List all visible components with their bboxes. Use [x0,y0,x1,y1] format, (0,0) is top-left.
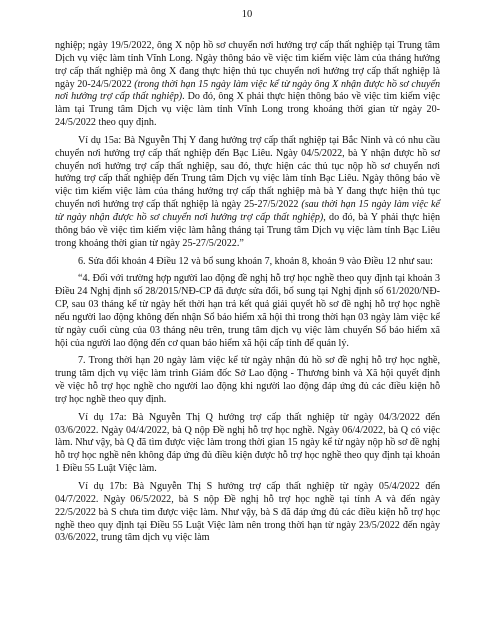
paragraph-p4 [55,273,440,350]
page-number: 10 [241,9,253,20]
body-text: . Do đó, ông X phải thực hiện thông báo về việc tìm kiếm việc làm tại Trung tâm Dịch vụ việc làm tỉnh Vĩnh Long trong khoảng thời gian từ ngày 20-24/5/2022 theo quy định. [55,91,440,129]
body-text: 7. Trong thời hạn 20 ngày làm việc kể từ ngày nhận đủ hồ sơ đề nghị hỗ trợ học nghề, trung tâm dịch vụ việc làm trình Giám đốc Sở Lao động - Thương binh và Xã hội quyết định về việc hỗ trợ học nghề cho người lao động khi người lao động đáp ứng đủ các điều kiện hỗ trợ học nghề theo quy định. [55,355,440,405]
body-text: “4. Đối với trường hợp người lao động đề nghị hỗ trợ học nghề theo quy định tại khoản 3 Điều 24 Nghị định số 28/2015/NĐ-CP đã được sửa đổi, bổ sung tại Nghị định số 61/2020/NĐ-CP, sau 03 tháng kể từ ngày hết thời hạn trả kết quả giải quyết hồ sơ đề nghị hỗ trợ học nghề nếu người lao động không đến nhận Sổ bảo hiểm xã hội thì trong thời hạn 03 ngày làm việc kể từ ngày cuối cùng của 03 tháng nêu trên, trung tâm dịch vụ việc làm chuyển Sổ bảo hiểm xã hội của người lao động đến cơ quan bảo hiểm xã hội cấp tỉnh để quản lý. [55,273,440,349]
paragraph-p6 [55,412,440,476]
paragraph-p7 [55,481,440,545]
paragraph-p5 [55,355,440,406]
italic-text: (sau thời hạn 15 ngày làm việc kể từ ngày nhận được hồ sơ chuyển nơi hưởng trợ cấp thất nghiệp) [55,199,440,223]
body-text: 6. Sửa đổi khoản 4 Điều 12 và bổ sung khoản 7, khoản 8, khoản 9 vào Điều 12 như sau: [78,255,433,267]
italic-text: (trong thời hạn 15 ngày làm việc kể từ ngày ông X nhận được hồ sơ chuyển nơi hưởng trợ cấp thất nghiệp) [55,78,441,103]
document-body [55,40,440,550]
body-text: Ví dụ 17a: Bà Nguyễn Thị Q hưởng trợ cấp thất nghiệp từ ngày 04/3/2022 đến 03/6/2022. Ngày 04/4/2022, bà Q nộp Đề nghị hỗ trợ học nghề. Ngày 06/4/2022, bà Q có việc làm. Như vậy, bà Q đã tìm được việc làm trong thời gian 15 ngày kể từ ngày nộp hồ sơ đề nghị hỗ trợ học nghề nên không đáp ứng đủ điều kiện được hỗ trợ học nghề theo quy định tại khoản 1 Điều 55 Luật Việc làm. [55,411,440,475]
body-text: Ví dụ 17b: Bà Nguyễn Thị S hưởng trợ cấp thất nghiệp từ ngày 05/4/2022 đến 04/7/2022. Ngày 06/5/2022, bà S nộp Đề nghị hỗ trợ học nghề tại tỉnh A và đến ngày 22/5/2022 bà S chưa tìm được việc làm. Như vậy, bà S đã đáp ứng đủ các điều kiện hỗ trợ học nghề theo quy định tại Điều 55 Luật Việc làm nên trong thời hạn từ ngày 23/5/2022 đến ngày 03/6/2022, trung tâm dịch vụ việc làm [55,481,440,544]
body-text: , do đó, bà Y phải thực hiện thông báo về việc tìm kiếm việc làm hằng tháng tại Trung tâm Dịch vụ việc làm tỉnh Bạc Liêu trong khoảng thời gian từ ngày 25-27/5/2022.” [55,211,440,249]
body-text: nghiệp; ngày 19/5/2022, ông X nộp hồ sơ chuyển nơi hưởng trợ cấp thất nghiệp tại Trung tâm Dịch vụ việc làm tỉnh Vĩnh Long. Ngày thông báo về việc tìm kiếm việc làm của tháng hưởng trợ cấp thất nghiệp mà ông X đang thực hiện thủ tục chuyển nơi hưởng trợ cấp thất nghiệp là ngày 20-24/5/2022 [55,40,440,90]
body-text: Ví dụ 15a: Bà Nguyễn Thị Y đang hưởng trợ cấp thất nghiệp tại Bắc Ninh và có nhu cầu chuyển nơi hưởng trợ cấp thất nghiệp đến Bạc Liêu. Ngày 04/5/2022, bà Y nhận được hồ sơ chuyển nơi hưởng trợ cấp thất nghiệp, sau đó, thực hiện các thủ tục nộp hồ sơ chuyển nơi hưởng trợ cấp thất nghiệp đến Trung tâm Dịch vụ việc làm tỉnh Bạc Liêu. Ngày thông báo về việc tìm kiếm việc làm của tháng hưởng trợ cấp thất nghiệp mà bà Y đang thực hiện thủ tục chuyển nơi hưởng trợ cấp thất nghiệp là ngày 25-27/5/2022 [55,134,440,211]
paragraph-p3 [55,256,440,269]
paragraph-p2 [55,135,440,251]
paragraph-p1 [55,40,440,130]
